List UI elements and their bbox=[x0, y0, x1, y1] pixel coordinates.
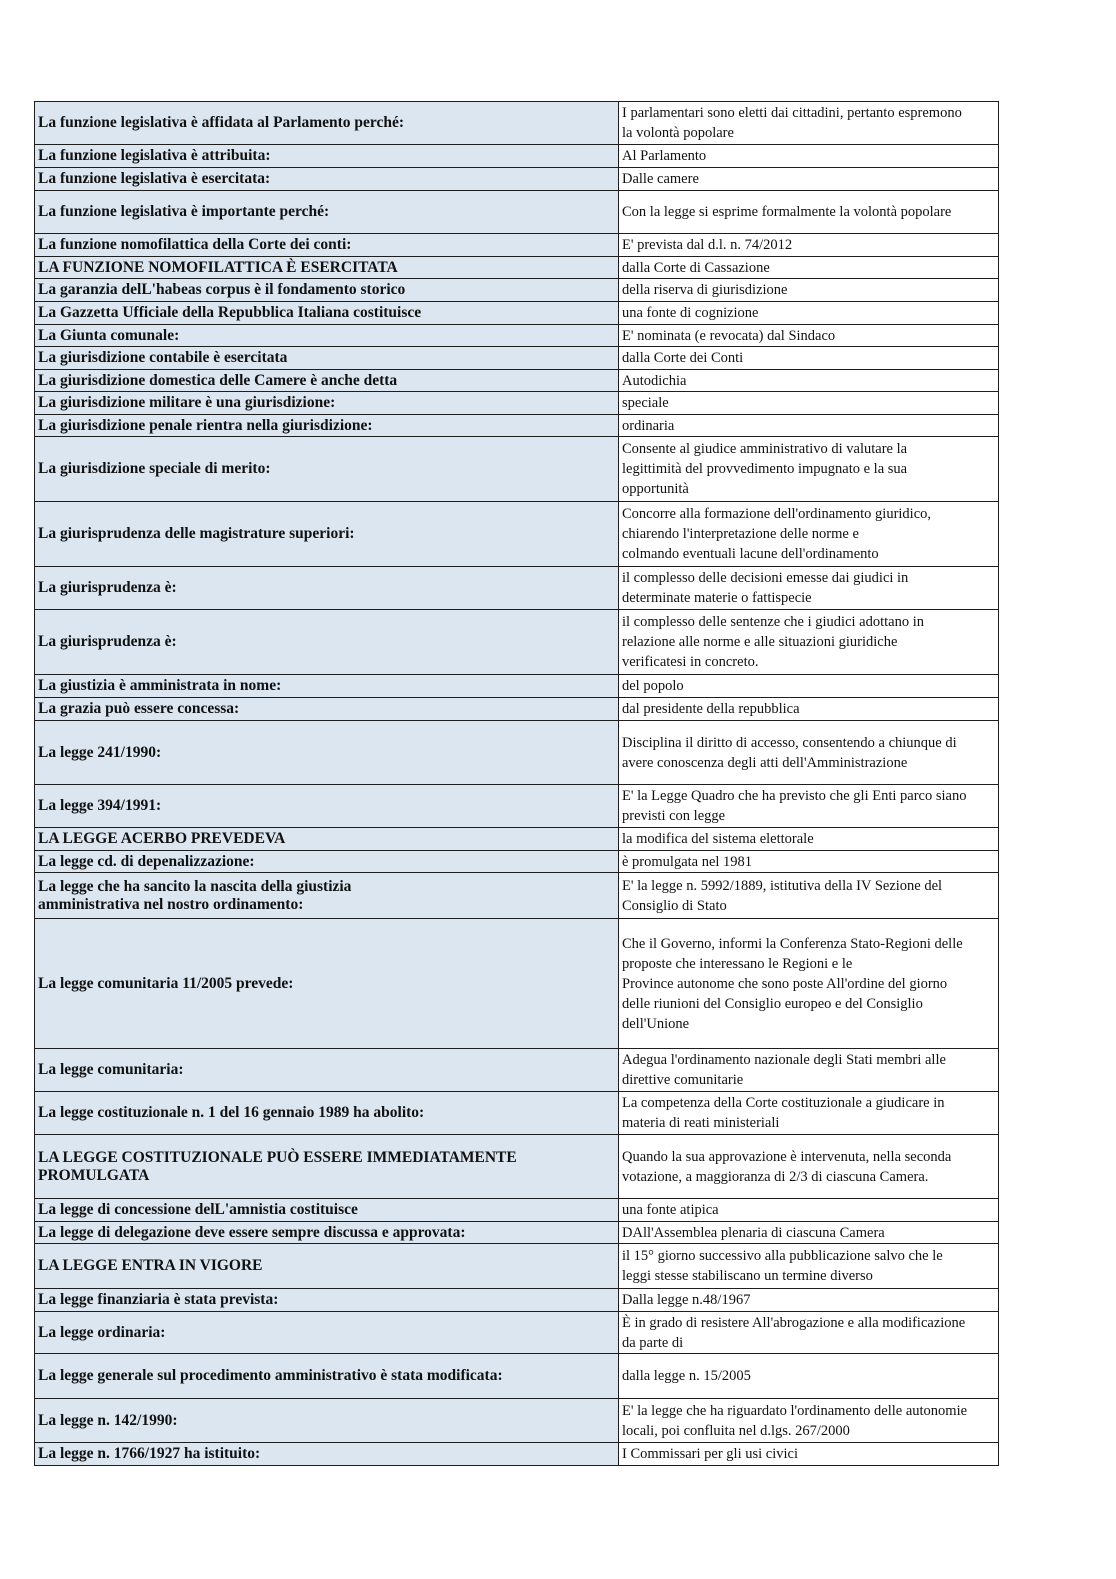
table-row bbox=[35, 675, 999, 698]
table-row bbox=[35, 437, 999, 502]
question-cell: La legge costituzionale n. 1 del 16 gennaio 1989 ha abolito: bbox=[35, 1092, 619, 1135]
answer-cell: una fonte di cognizione bbox=[619, 302, 999, 325]
question-cell: La legge di delegazione deve essere sempre discussa e approvata: bbox=[35, 1222, 619, 1244]
question-cell: La giurisdizione domestica delle Camere è anche detta bbox=[35, 370, 619, 392]
table-row bbox=[35, 1443, 999, 1466]
question-cell: La giurisprudenza è: bbox=[35, 610, 619, 675]
table-row bbox=[35, 102, 999, 145]
table-row bbox=[35, 919, 999, 1049]
question-cell: La legge n. 142/1990: bbox=[35, 1399, 619, 1443]
table-row bbox=[35, 145, 999, 168]
answer-cell: Quando la sua approvazione è intervenuta, nella seconda votazione, a maggioranza di 2/3 di ciascuna Camera. bbox=[619, 1135, 999, 1199]
question-cell: LA LEGGE COSTITUZIONALE PUÒ ESSERE IMMEDIATAMENTE PROMULGATA bbox=[35, 1135, 619, 1199]
answer-cell: la modifica del sistema elettorale bbox=[619, 828, 999, 851]
table-row bbox=[35, 234, 999, 257]
table-row bbox=[35, 1135, 999, 1199]
table-row bbox=[35, 851, 999, 873]
table-row bbox=[35, 1092, 999, 1135]
table-row bbox=[35, 1312, 999, 1354]
question-cell: La legge cd. di depenalizzazione: bbox=[35, 851, 619, 873]
question-cell: La funzione nomofilattica della Corte dei conti: bbox=[35, 234, 619, 257]
question-cell: La giurisdizione penale rientra nella giurisdizione: bbox=[35, 415, 619, 437]
table-row bbox=[35, 1244, 999, 1289]
answer-cell: speciale bbox=[619, 392, 999, 415]
question-cell: La legge generale sul procedimento amministrativo è stata modificata: bbox=[35, 1354, 619, 1399]
answer-cell: dal presidente della repubblica bbox=[619, 698, 999, 721]
answer-cell: dalla Corte dei Conti bbox=[619, 347, 999, 370]
question-cell: La legge comunitaria: bbox=[35, 1049, 619, 1092]
qa-table bbox=[34, 101, 999, 1466]
question-cell: La giurisdizione militare è una giurisdizione: bbox=[35, 392, 619, 415]
table-row bbox=[35, 257, 999, 279]
question-cell: La legge comunitaria 11/2005 prevede: bbox=[35, 919, 619, 1049]
question-cell: La giurisdizione speciale di merito: bbox=[35, 437, 619, 502]
question-cell: La legge 394/1991: bbox=[35, 785, 619, 828]
table-row bbox=[35, 1399, 999, 1443]
answer-cell: Con la legge si esprime formalmente la volontà popolare bbox=[619, 191, 999, 234]
table-row bbox=[35, 370, 999, 392]
answer-cell: È in grado di resistere All'abrogazione e alla modificazione da parte di bbox=[619, 1312, 999, 1354]
answer-cell: Dalla legge n.48/1967 bbox=[619, 1289, 999, 1312]
table-row bbox=[35, 502, 999, 567]
question-cell: La giurisprudenza è: bbox=[35, 567, 619, 610]
question-cell: LA FUNZIONE NOMOFILATTICA È ESERCITATA bbox=[35, 257, 619, 279]
answer-cell: I parlamentari sono eletti dai cittadini, pertanto espremono la volontà popolare bbox=[619, 102, 999, 145]
answer-cell: il complesso delle decisioni emesse dai giudici in determinate materie o fattispecie bbox=[619, 567, 999, 610]
answer-cell: I Commissari per gli usi civici bbox=[619, 1443, 999, 1466]
table-row bbox=[35, 610, 999, 675]
answer-cell: il complesso delle sentenze che i giudici adottano in relazione alle norme e alle situazioni giuridiche verificatesi in concreto. bbox=[619, 610, 999, 675]
answer-cell: una fonte atipica bbox=[619, 1199, 999, 1222]
table-row bbox=[35, 698, 999, 721]
table-row bbox=[35, 392, 999, 415]
question-cell: La funzione legislativa è affidata al Parlamento perché: bbox=[35, 102, 619, 145]
table-row bbox=[35, 168, 999, 191]
question-cell: La Giunta comunale: bbox=[35, 325, 619, 347]
question-cell: La Gazzetta Ufficiale della Repubblica Italiana costituisce bbox=[35, 302, 619, 325]
table-row bbox=[35, 785, 999, 828]
answer-cell: Che il Governo, informi la Conferenza Stato-Regioni delle proposte che interessano le Regioni e le Province autonome che sono poste All'ordine del giorno delle riunioni del Consiglio europeo e del Consiglio dell'Unione bbox=[619, 919, 999, 1049]
question-cell: La legge di concessione delL'amnistia costituisce bbox=[35, 1199, 619, 1222]
answer-cell: E' la legge n. 5992/1889, istitutiva della IV Sezione del Consiglio di Stato bbox=[619, 873, 999, 919]
question-cell: La giurisprudenza delle magistrature superiori: bbox=[35, 502, 619, 567]
table-row bbox=[35, 721, 999, 785]
answer-cell: Consente al giudice amministrativo di valutare la legittimità del provvedimento impugnato e la sua opportunità bbox=[619, 437, 999, 502]
table-row bbox=[35, 1222, 999, 1244]
question-cell: La legge ordinaria: bbox=[35, 1312, 619, 1354]
question-cell: La funzione legislativa è attribuita: bbox=[35, 145, 619, 168]
question-cell: La grazia può essere concessa: bbox=[35, 698, 619, 721]
answer-cell: Disciplina il diritto di accesso, consentendo a chiunque di avere conoscenza degli atti dell'Amministrazione bbox=[619, 721, 999, 785]
question-cell: La garanzia delL'habeas corpus è il fondamento storico bbox=[35, 279, 619, 302]
table-row bbox=[35, 1289, 999, 1312]
table-row bbox=[35, 828, 999, 851]
question-cell: LA LEGGE ENTRA IN VIGORE bbox=[35, 1244, 619, 1289]
table-row bbox=[35, 347, 999, 370]
question-cell: La legge che ha sancito la nascita della giustizia amministrativa nel nostro ordinamento: bbox=[35, 873, 619, 919]
answer-cell: Dalle camere bbox=[619, 168, 999, 191]
table-row bbox=[35, 873, 999, 919]
answer-cell: dalla Corte di Cassazione bbox=[619, 257, 999, 279]
answer-cell: dalla legge n. 15/2005 bbox=[619, 1354, 999, 1399]
answer-cell: E' la legge che ha riguardato l'ordinamento delle autonomie locali, poi confluita nel d.lgs. 267/2000 bbox=[619, 1399, 999, 1443]
answer-cell: E' la Legge Quadro che ha previsto che gli Enti parco siano previsti con legge bbox=[619, 785, 999, 828]
answer-cell: Adegua l'ordinamento nazionale degli Stati membri alle direttive comunitarie bbox=[619, 1049, 999, 1092]
answer-cell: ordinaria bbox=[619, 415, 999, 437]
question-cell: La funzione legislativa è importante perché: bbox=[35, 191, 619, 234]
answer-cell: Al Parlamento bbox=[619, 145, 999, 168]
qa-table-body bbox=[35, 102, 999, 1466]
question-cell: La legge finanziaria è stata prevista: bbox=[35, 1289, 619, 1312]
table-row bbox=[35, 279, 999, 302]
answer-cell: il 15° giorno successivo alla pubblicazione salvo che le leggi stesse stabiliscano un termine diverso bbox=[619, 1244, 999, 1289]
table-row bbox=[35, 191, 999, 234]
table-row bbox=[35, 567, 999, 610]
question-cell: La giustizia è amministrata in nome: bbox=[35, 675, 619, 698]
question-cell: La legge n. 1766/1927 ha istituito: bbox=[35, 1443, 619, 1466]
answer-cell: Autodichia bbox=[619, 370, 999, 392]
answer-cell: E' nominata (e revocata) dal Sindaco bbox=[619, 325, 999, 347]
table-row bbox=[35, 325, 999, 347]
answer-cell: della riserva di giurisdizione bbox=[619, 279, 999, 302]
question-cell: LA LEGGE ACERBO PREVEDEVA bbox=[35, 828, 619, 851]
answer-cell: DAll'Assemblea plenaria di ciascuna Camera bbox=[619, 1222, 999, 1244]
table-row bbox=[35, 1354, 999, 1399]
question-cell: La giurisdizione contabile è esercitata bbox=[35, 347, 619, 370]
answer-cell: è promulgata nel 1981 bbox=[619, 851, 999, 873]
table-row bbox=[35, 1049, 999, 1092]
answer-cell: Concorre alla formazione dell'ordinamento giuridico, chiarendo l'interpretazione delle norme e colmando eventuali lacune dell'ordinamento bbox=[619, 502, 999, 567]
table-row bbox=[35, 1199, 999, 1222]
answer-cell: E' prevista dal d.l. n. 74/2012 bbox=[619, 234, 999, 257]
table-row bbox=[35, 415, 999, 437]
table-row bbox=[35, 302, 999, 325]
answer-cell: La competenza della Corte costituzionale a giudicare in materia di reati ministeriali bbox=[619, 1092, 999, 1135]
question-cell: La legge 241/1990: bbox=[35, 721, 619, 785]
question-cell: La funzione legislativa è esercitata: bbox=[35, 168, 619, 191]
answer-cell: del popolo bbox=[619, 675, 999, 698]
